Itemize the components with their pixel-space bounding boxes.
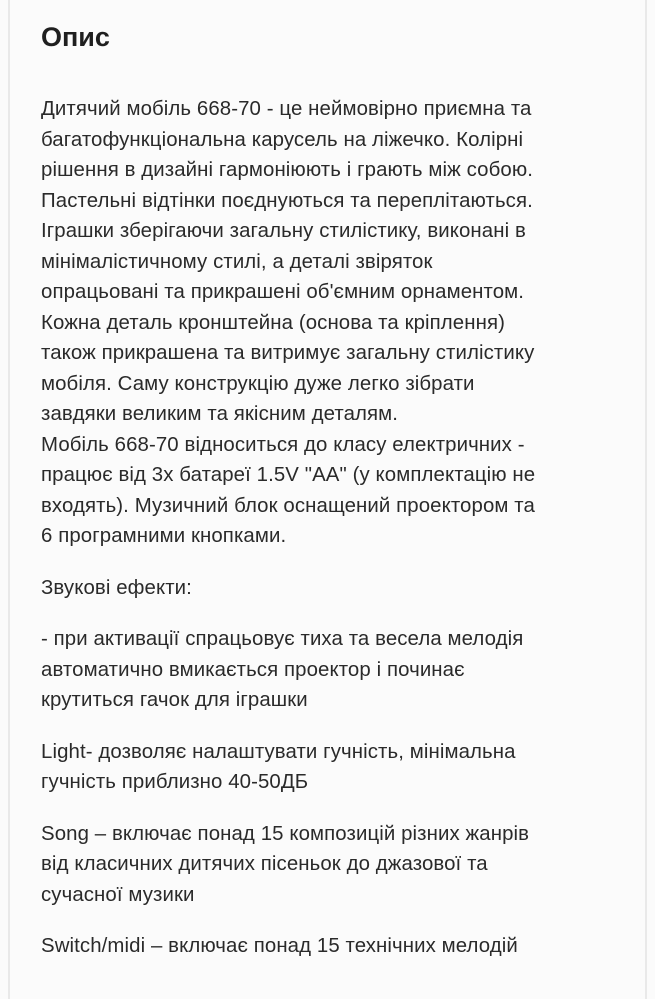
- intro-line: входять). Музичний блок оснащений проектором та: [41, 494, 535, 517]
- panel-right-border: [645, 0, 647, 999]
- effect-line: крутиться гачок для іграшки: [41, 689, 308, 711]
- effect-song-paragraph: [41, 819, 621, 911]
- effects-heading: Звукові ефекти:: [41, 576, 192, 599]
- intro-line: Дитячий мобіль 668-70 - це неймовірно приємна та: [41, 98, 532, 120]
- effect-line: гучність приблизно 40-50ДБ: [41, 771, 309, 793]
- intro-line: 6 програмними кнопками.: [41, 525, 287, 547]
- effect-activation-paragraph: [41, 624, 621, 716]
- effect-switch-paragraph: [41, 931, 621, 962]
- effect-line: від класичних дитячих пісеньок до джазової та: [41, 853, 488, 875]
- effect-light-paragraph: [41, 737, 621, 798]
- intro-line: працює від 3х батареї 1.5V "АА" (у комплектацію не: [41, 464, 536, 486]
- effect-line: Light- дозволяє налаштувати гучність, мінімальна: [41, 740, 516, 763]
- description-content: [41, 20, 621, 962]
- intro-line: рішення в дизайні гармоніюють і грають між собою.: [41, 159, 533, 181]
- intro-line: опрацьовані та прикрашені об'ємним орнаментом.: [41, 281, 525, 303]
- effect-line: Song – включає понад 15 композицій різних жанрів: [41, 822, 530, 845]
- intro-line: багатофункціональна карусель на ліжечко. Колірні: [41, 128, 524, 151]
- intro-paragraph: [41, 94, 621, 552]
- intro-line: мінімалістичному стилі, а деталі звіряток: [41, 250, 433, 273]
- intro-line: також прикрашена та витримує загальну стилістику: [41, 342, 535, 364]
- effect-line: - при активації спрацьовує тиха та весела мелодія: [41, 628, 524, 650]
- effect-line: автоматично вмикається проектор і починає: [41, 658, 465, 681]
- intro-line: Мобіль 668-70 відноситься до класу електричних -: [41, 433, 525, 456]
- effect-line: Switch/midi – включає понад 15 технічних мелодій: [41, 935, 518, 957]
- section-title: Опис: [41, 22, 110, 52]
- intro-line: мобіля. Саму конструкцію дуже легко зібрати: [41, 372, 475, 395]
- effect-line: сучасної музики: [41, 883, 195, 906]
- intro-line: Іграшки зберігаючи загальну стилістику, виконані в: [41, 220, 526, 242]
- intro-line: завдяки великим та якісним деталям.: [41, 403, 399, 425]
- intro-line: Кожна деталь кронштейна (основа та кріплення): [41, 311, 505, 334]
- intro-line: Пастельні відтінки поєднуються та переплітаються.: [41, 189, 533, 212]
- panel-left-border: [8, 0, 10, 999]
